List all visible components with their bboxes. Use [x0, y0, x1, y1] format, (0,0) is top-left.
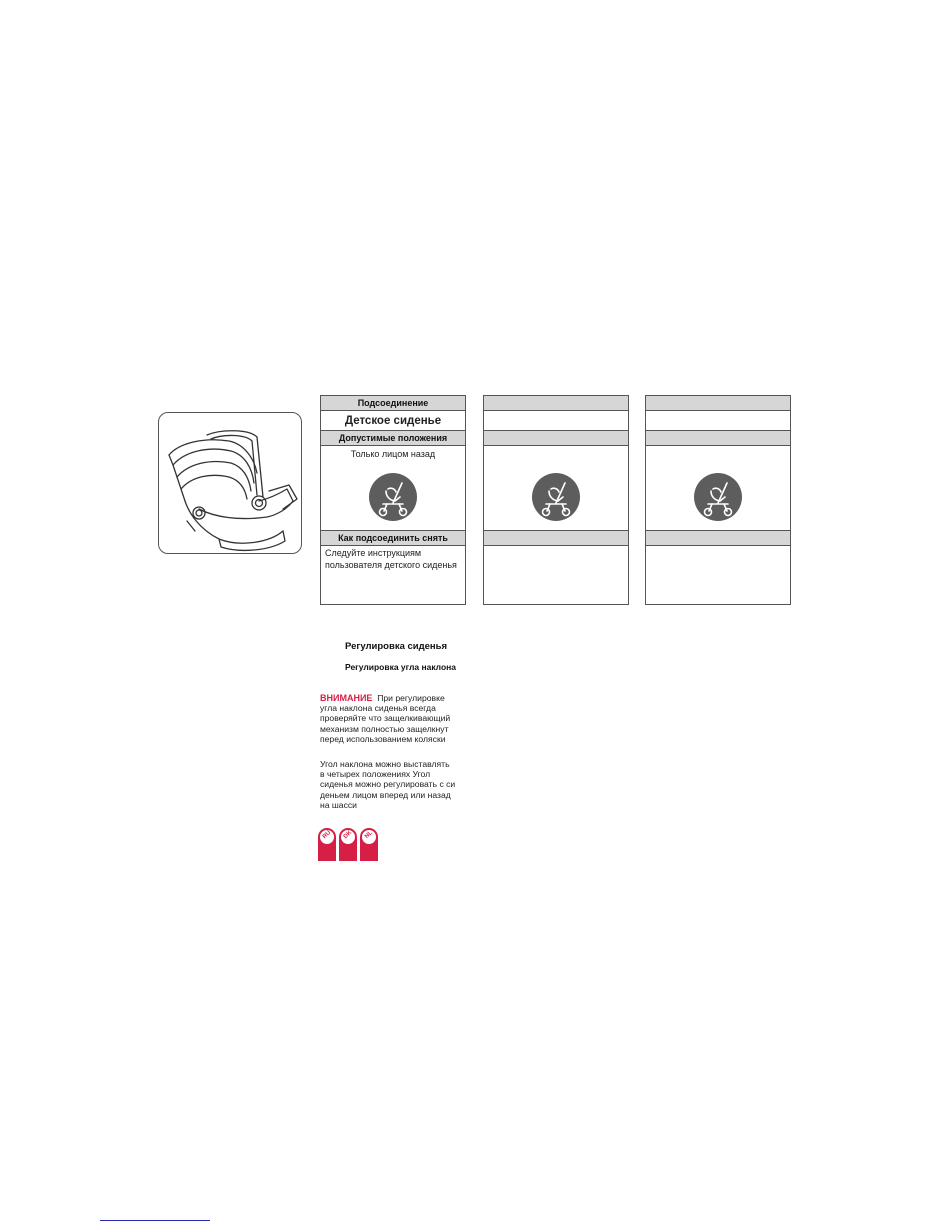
positions-cell — [320, 445, 466, 531]
positions-header — [483, 430, 629, 446]
section-subtitle: Регулировка угла наклона — [345, 662, 457, 672]
warning-label: ВНИМАНИЕ — [320, 693, 373, 703]
language-tab-ru[interactable] — [318, 828, 336, 861]
positions-header — [645, 430, 791, 446]
language-tab-nl[interactable] — [360, 828, 378, 861]
warning-line: проверяйте что защелкивающий — [320, 713, 451, 724]
table-column-3 — [645, 395, 791, 605]
positions-header: Допустимые положения — [320, 430, 466, 446]
how-to-connect-cell — [645, 545, 791, 605]
how-to-connect-cell — [483, 545, 629, 605]
paragraph-line: деньем лицом вперед или назад — [320, 789, 451, 800]
table-column-1 — [320, 395, 466, 605]
column-header — [483, 395, 629, 411]
table-column-2 — [483, 395, 629, 605]
how-to-connect-header — [483, 530, 629, 546]
stroller-icon — [532, 473, 580, 521]
how-to-connect-text: Следуйте инструкциям пользователя детского сиденья — [325, 548, 457, 570]
paragraph-line: сиденья можно регулировать с си — [320, 779, 456, 790]
warning-line: При регулировке — [377, 693, 445, 703]
warning-line: перед использованием коляски — [320, 733, 446, 744]
section-title: Регулировка сиденья — [345, 641, 448, 652]
column-header: Подсоединение — [320, 395, 466, 411]
language-code: RU — [321, 829, 333, 841]
positions-text — [646, 446, 790, 449]
paragraph-line: Угол наклона можно выставлять — [320, 759, 450, 769]
positions-text: Только лицом назад — [350, 449, 436, 459]
stroller-icon — [369, 473, 417, 521]
how-to-connect-text — [646, 546, 790, 548]
how-to-connect-header: Как подсоединить снять — [320, 530, 466, 546]
warning-line: механизм полностью защелкнут — [320, 723, 449, 734]
product-name: Детское сиденье — [320, 410, 466, 431]
recline-paragraph — [320, 759, 470, 810]
paragraph-line: в четырех положениях Угол — [320, 769, 431, 780]
column-header — [645, 395, 791, 411]
how-to-connect-text — [484, 546, 628, 548]
language-code: DK — [342, 829, 354, 841]
language-tab-dk[interactable] — [339, 828, 357, 861]
stroller-icon — [694, 473, 742, 521]
footer-divider — [100, 1220, 210, 1221]
car-seat-illustration — [158, 412, 302, 554]
car-seat-icon — [159, 413, 303, 555]
warning-first-line — [320, 693, 470, 703]
product-name — [483, 410, 629, 431]
warning-block — [320, 693, 470, 744]
warning-line: угла наклона сиденья всегда — [320, 703, 436, 714]
how-to-connect-header — [645, 530, 791, 546]
paragraph-line: на шасси — [320, 799, 357, 810]
positions-text — [484, 446, 628, 449]
positions-cell — [483, 445, 629, 531]
product-name — [645, 410, 791, 431]
language-code: NL — [364, 830, 374, 840]
language-tabs — [318, 828, 378, 862]
how-to-connect-cell — [320, 545, 466, 605]
positions-cell — [645, 445, 791, 531]
